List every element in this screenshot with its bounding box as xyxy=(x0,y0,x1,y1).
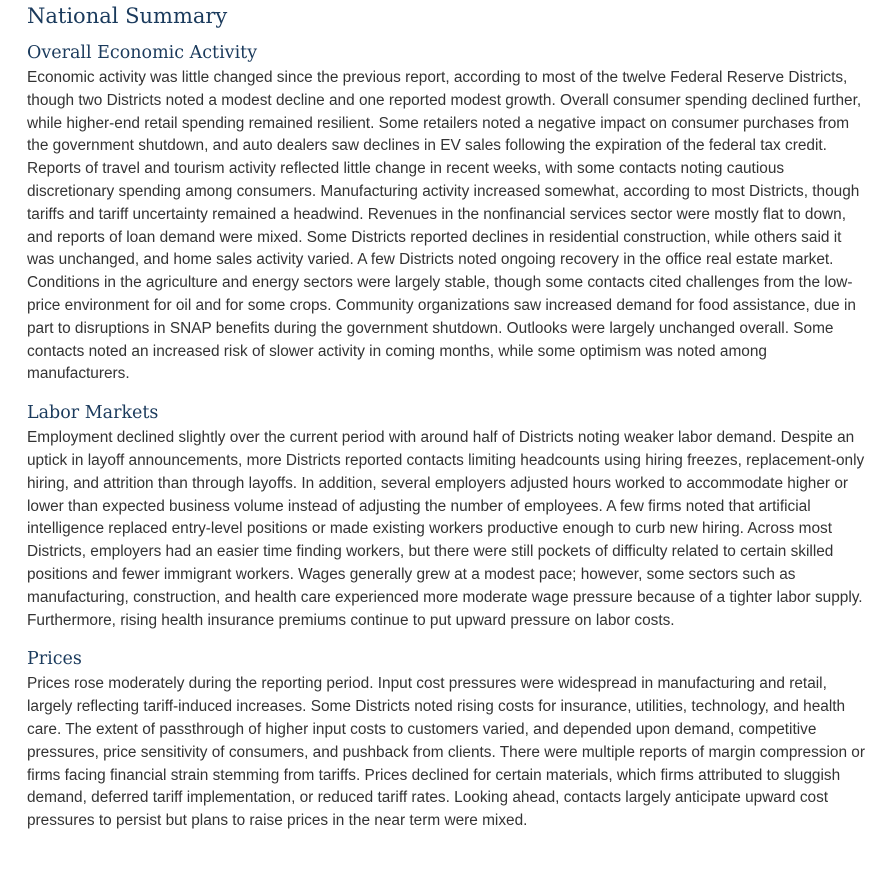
section-prices xyxy=(27,647,870,833)
section-overall-economic-activity xyxy=(27,41,870,386)
section-labor-markets xyxy=(27,401,870,632)
section-heading-overall-economic-activity: Overall Economic Activity xyxy=(27,43,258,63)
section-body-prices: Prices rose moderately during the reporting period. Input cost pressures were widespread in manufacturing and retail, largely reflecting tariff-induced increases. Some Districts noted rising costs for insurance, utilities, technology, and health care. The extent of passthrough of higher input costs to customers varied, and depended upon demand, competitive pressures, price sensitivity of consumers, and pushback from clients. There were multiple reports of margin compression or firms facing financial strain stemming from tariffs. Prices declined for certain materials, which firms attributed to sluggish demand, deferred tariff implementation, or reduced tariff rates. Looking ahead, contacts largely anticipate upward cost pressures to persist but plans to raise prices in the near term were mixed. xyxy=(27,675,865,830)
section-body-overall-economic-activity: Economic activity was little changed since the previous report, according to most of the twelve Federal Reserve Districts, though two Districts noted a modest decline and one reported modest growth. Overall consumer spending declined further, while higher-end retail spending remained resilient. Some retailers noted a negative impact on consumer purchases from the government shutdown, and auto dealers saw declines in EV sales following the expiration of the federal tax credit. Reports of travel and tourism activity reflected little change in recent weeks, with some contacts noting cautious discretionary spending among consumers. Manufacturing activity increased somewhat, according to most Districts, though tariffs and tariff uncertainty remained a headwind. Revenues in the nonfinancial services sector were mostly flat to down, and reports of loan demand were mixed. Some Districts reported declines in residential construction, while others said it was unchanged, and home sales activity varied. A few Districts noted ongoing recovery in the office real estate market. Conditions in the agriculture and energy sectors were largely stable, though some contacts cited challenges from the low-price environment for oil and for some crops. Community organizations saw increased demand for food assistance, due in part to disruptions in SNAP benefits during the government shutdown. Outlooks were largely unchanged overall. Some contacts noted an increased risk of slower activity in coming months, while some optimism was noted among manufacturers. xyxy=(27,69,862,383)
section-body-labor-markets: Employment declined slightly over the current period with around half of Districts noting weaker labor demand. Despite an uptick in layoff announcements, more Districts reported contacts limiting headcounts using hiring freezes, replacement-only hiring, and attrition than through layoffs. In addition, several employers adjusted hours worked to accommodate higher or lower than expected business volume instead of adjusting the number of employees. A few firms noted that artificial intelligence replaced entry-level positions or made existing workers productive enough to curb new hiring. Across most Districts, employers had an easier time finding workers, but there were still pockets of difficulty related to certain skilled positions and fewer immigrant workers. Wages generally grew at a modest pace; however, some sectors such as manufacturing, construction, and health care experienced more moderate wage pressure because of a tighter labor supply. Furthermore, rising health insurance premiums continue to put upward pressure on labor costs. xyxy=(27,429,865,629)
section-heading-labor-markets: Labor Markets xyxy=(27,403,159,424)
document-page xyxy=(27,0,870,833)
section-heading-prices: Prices xyxy=(27,649,82,670)
page-title: National Summary xyxy=(27,4,228,28)
